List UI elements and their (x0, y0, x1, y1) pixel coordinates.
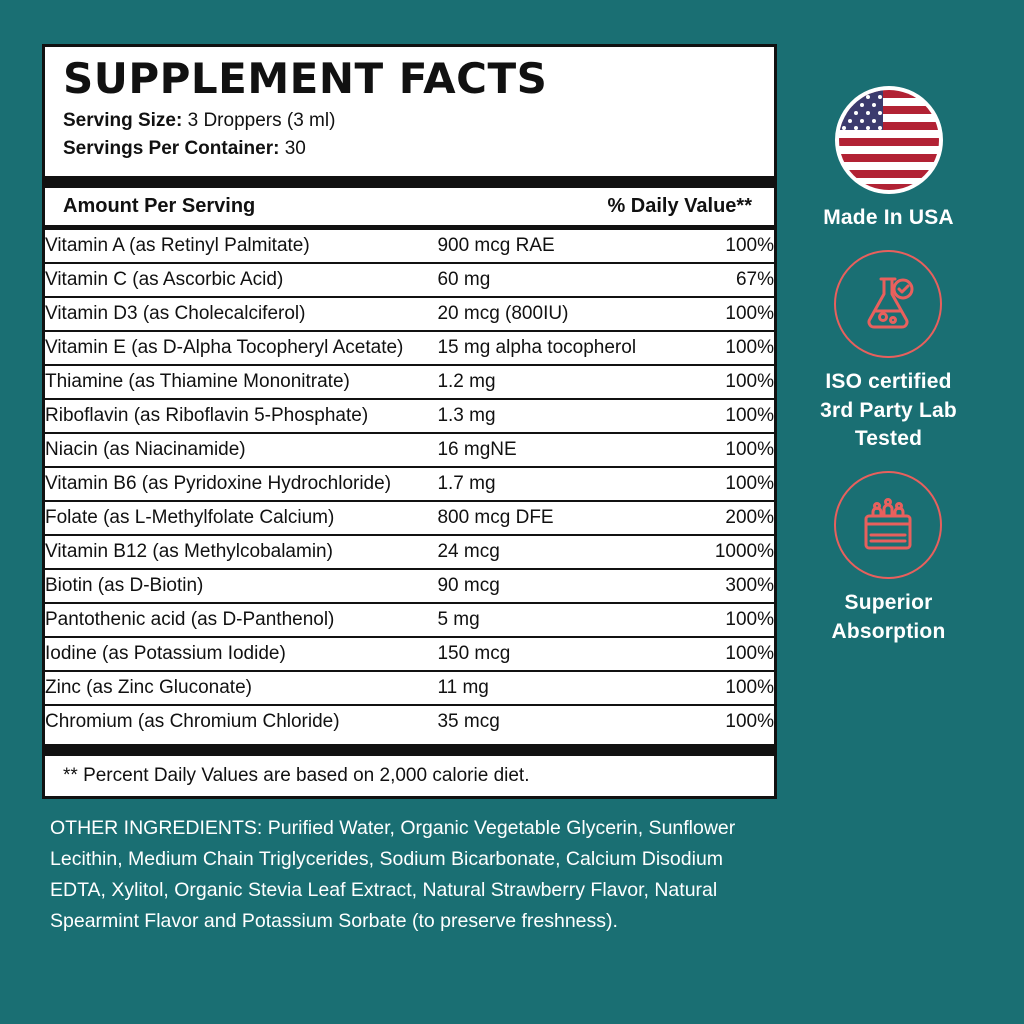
table-row (45, 637, 774, 671)
table-row (45, 501, 774, 535)
table-row (45, 331, 774, 365)
nutrient-amount: 24 mcg (437, 535, 656, 569)
daily-value-footnote: ** Percent Daily Values are based on 2,000 calorie diet. (63, 765, 530, 787)
nutrient-amount: 800 mcg DFE (437, 501, 656, 535)
nutrient-daily-value: 100% (656, 297, 774, 331)
nutrient-name: Iodine (as Potassium Iodide) (45, 637, 437, 671)
badge-superior-absorption (832, 471, 946, 646)
nutrient-daily-value: 100% (656, 331, 774, 365)
table-row (45, 263, 774, 297)
table-row (45, 297, 774, 331)
nutrient-name: Vitamin B6 (as Pyridoxine Hydrochloride) (45, 467, 437, 501)
divider-thick-top (45, 176, 774, 188)
servings-per-container-label: Servings Per Container: (63, 137, 280, 159)
badge-label-line2: Absorption (831, 619, 946, 643)
nutrient-name: Pantothenic acid (as D-Panthenol) (45, 603, 437, 637)
nutrient-amount: 11 mg (437, 671, 656, 705)
nutrient-daily-value: 67% (656, 263, 774, 297)
nutrient-name: Vitamin D3 (as Cholecalciferol) (45, 297, 437, 331)
nutrient-name: Biotin (as D-Biotin) (45, 569, 437, 603)
page-title: SUPPLEMENT FACTS (63, 54, 548, 103)
nutrient-amount: 1.7 mg (437, 467, 656, 501)
table-row (45, 399, 774, 433)
nutrient-daily-value: 100% (656, 603, 774, 637)
nutrient-daily-value: 300% (656, 569, 774, 603)
facts-header (45, 47, 774, 170)
badge-label (832, 589, 946, 646)
nutrient-name: Folate (as L-Methylfolate Calcium) (45, 501, 437, 535)
serving-size-line (63, 107, 758, 135)
nutrient-amount: 1.3 mg (437, 399, 656, 433)
nutrient-amount: 20 mcg (800IU) (437, 297, 656, 331)
nutrient-amount: 35 mcg (437, 711, 500, 733)
badge-label-line3: Tested (854, 427, 923, 451)
table-row (45, 467, 774, 501)
table-row (45, 535, 774, 569)
usa-flag-icon (835, 86, 943, 194)
table-row (45, 365, 774, 399)
badge-label: Made In USA (823, 206, 954, 229)
nutrient-daily-value: 100% (656, 637, 774, 671)
other-ingredients-text: OTHER INGREDIENTS: Purified Water, Organic Vegetable Glycerin, Sunflower Lecithin, Medium Chain Triglycerides, Sodium Bicarbonate, Calcium Disodium EDTA, Xylitol, Organic Stevia Leaf Extract, Natural Strawberry Flavor, Natural Spearmint Flavor and Potassium Sorbate (to preserve freshness). (50, 817, 736, 932)
nutrient-daily-value: 100% (656, 433, 774, 467)
table-row (45, 603, 774, 637)
nutrient-name: Vitamin C (as Ascorbic Acid) (45, 263, 437, 297)
nutrient-daily-value: 100% (656, 467, 774, 501)
nutrient-daily-value: 100% (656, 399, 774, 433)
nutrient-amount: 900 mcg RAE (437, 230, 656, 263)
badge-label-line2: 3rd Party Lab (820, 398, 957, 422)
table-header-row (45, 188, 774, 225)
facts-column (42, 44, 777, 936)
nutrient-name: Thiamine (as Thiamine Mononitrate) (45, 365, 437, 399)
nutrient-amount: 5 mg (437, 603, 656, 637)
table-row (45, 671, 774, 705)
badge-made-in-usa (823, 86, 954, 232)
divider-thick-bottom (45, 744, 774, 756)
badge-label-line1: Superior (844, 591, 933, 615)
column-header-daily-value: % Daily Value** (607, 195, 752, 218)
nutrient-amount: 150 mcg (437, 637, 656, 671)
nutrient-name: Vitamin E (as D-Alpha Tocopheryl Acetate) (45, 331, 437, 365)
nutrients-table (45, 230, 774, 738)
serving-size-value: 3 Droppers (3 ml) (187, 110, 336, 132)
nutrient-name: Riboflavin (as Riboflavin 5-Phosphate) (45, 399, 437, 433)
nutrient-daily-value: 100% (656, 230, 774, 263)
nutrient-amount: 15 mg alpha tocopherol (437, 331, 656, 365)
table-row (45, 230, 774, 263)
nutrient-daily-value: 1000% (656, 535, 774, 569)
badge-iso-certified (820, 250, 957, 453)
nutrient-amount: 1.2 mg (437, 365, 656, 399)
table-row (45, 569, 774, 603)
table-row (45, 705, 774, 738)
badges-column (777, 44, 1000, 660)
servings-per-container-line (63, 135, 758, 163)
nutrient-daily-value: 100% (656, 365, 774, 399)
supplement-facts-panel (42, 44, 777, 799)
absorption-icon (834, 471, 942, 579)
nutrient-daily-value: 200% (656, 501, 774, 535)
badge-label (820, 368, 957, 453)
nutrient-amount: 16 mgNE (437, 433, 656, 467)
column-header-amount: Amount Per Serving (63, 195, 256, 218)
nutrient-daily-value: 100% (725, 711, 774, 733)
nutrient-amount: 90 mcg (437, 569, 656, 603)
serving-size-label: Serving Size: (63, 110, 183, 132)
servings-per-container-value: 30 (284, 137, 306, 159)
badge-label-line1: ISO certified (825, 370, 952, 394)
nutrient-name: Chromium (as Chromium Chloride) (45, 711, 340, 733)
nutrient-name: Zinc (as Zinc Gluconate) (45, 671, 437, 705)
nutrient-name: Vitamin A (as Retinyl Palmitate) (45, 230, 437, 263)
nutrient-daily-value: 100% (656, 671, 774, 705)
table-row (45, 433, 774, 467)
lab-flask-icon (834, 250, 942, 358)
nutrient-amount: 60 mg (437, 263, 656, 297)
nutrient-name: Vitamin B12 (as Methylcobalamin) (45, 535, 437, 569)
nutrient-name: Niacin (as Niacinamide) (45, 433, 437, 467)
